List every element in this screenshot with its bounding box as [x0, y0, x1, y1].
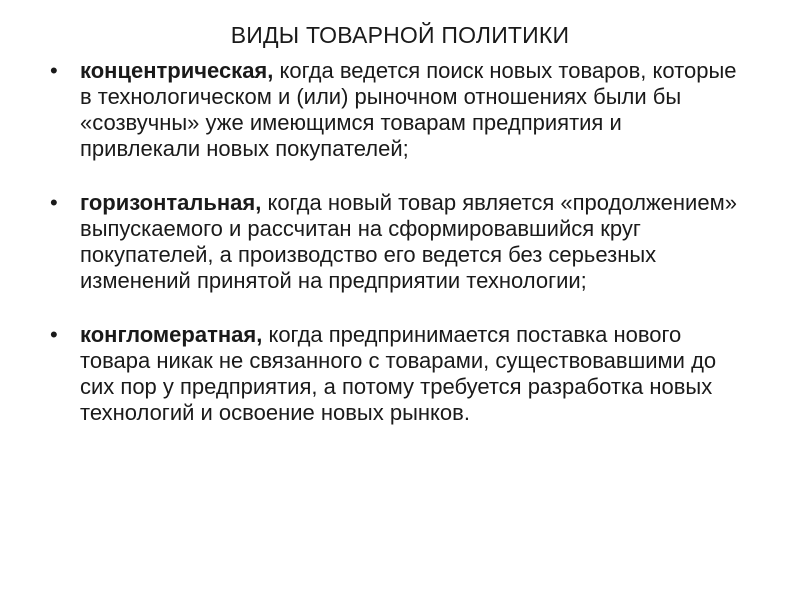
item-description: когда предпринимается поставка нового товара никак не связанного с товарами, существовавшими до сих пор у предприятия, а потому требуется разработка новых технологий и освоение новых рынков. [80, 322, 717, 425]
bullet-icon: • [50, 190, 58, 215]
bullet-list [48, 58, 748, 426]
bullet-icon: • [50, 322, 58, 347]
item-term: горизонтальная, [80, 190, 262, 215]
list-item-concentric [48, 58, 748, 162]
list-item-horizontal [48, 190, 748, 294]
item-description: когда новый товар является «продолжением» выпускаемого и рассчитан на сформировавшийся круг покупателей, а производство его ведется без серьезных изменений принятой на предприятии технологии; [80, 190, 737, 293]
bullet-icon: • [50, 58, 58, 83]
item-description: когда ведется поиск новых товаров, которые в технологическом и (или) рыночном отношениях были бы «созвучны» уже имеющимся товарам предприятия и привлекали новых покупателей; [80, 58, 737, 161]
slide-title: ВИДЫ ТОВАРНОЙ ПОЛИТИКИ [230, 22, 570, 48]
item-term: конгломератная, [80, 322, 263, 347]
item-term: концентрическая, [80, 58, 274, 83]
list-item-conglomerate [48, 322, 748, 426]
